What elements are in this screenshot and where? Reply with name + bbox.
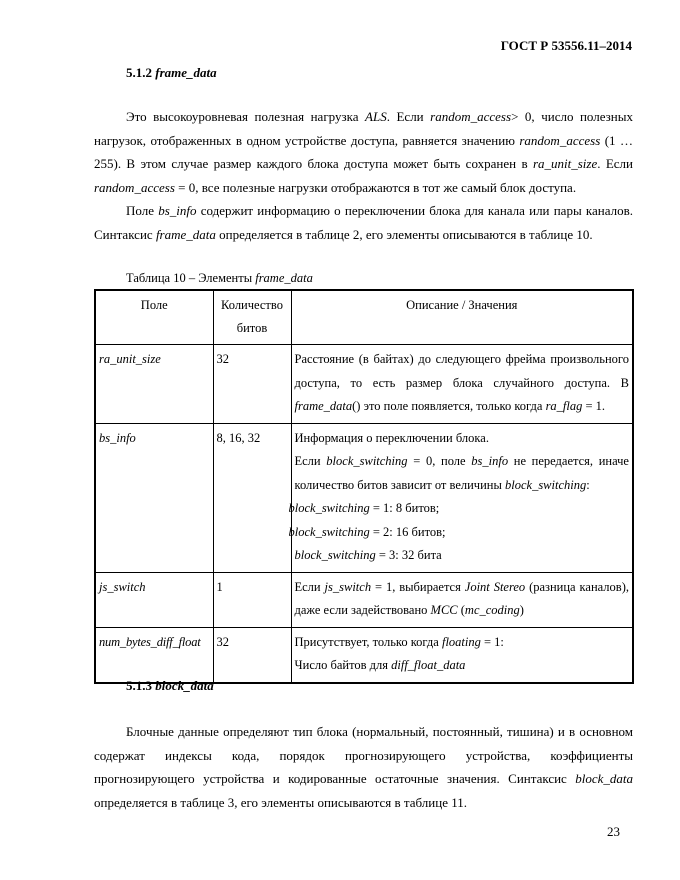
header-bits: Количество битов bbox=[213, 290, 291, 345]
section-heading-5-1-3 bbox=[126, 678, 214, 694]
field-name: ra_unit_size bbox=[99, 352, 161, 366]
paragraph-3: Блочные данные определяют тип блока (нормальный, постоянный, тишина) и в основном содержат индексы кода, порядок прогнозирующего устройства, коэффициенты прогнозирующего устройства и кодированные остаточные значения. Синтаксис block_data определяется в таблице 3, его элементы описываются в таблице 11. bbox=[94, 724, 633, 810]
section-number: 5.1.2 bbox=[126, 65, 152, 80]
table-header-row bbox=[95, 290, 633, 345]
table-row bbox=[95, 572, 633, 627]
bit-count: 32 bbox=[213, 627, 291, 683]
standard-header: ГОСТ Р 53556.11–2014 bbox=[500, 38, 632, 53]
frame-data-table bbox=[94, 289, 634, 684]
field-name: js_switch bbox=[99, 579, 146, 594]
page-number: 23 bbox=[607, 824, 620, 839]
bit-count: 8, 16, 32 bbox=[213, 423, 291, 572]
field-description: Если js_switch = 1, выбирается Joint Stereo (разница каналов), даже если задействовано MCC (mc_coding) bbox=[291, 572, 633, 627]
section-title: frame_data bbox=[155, 65, 217, 80]
bit-count: 32 bbox=[213, 345, 291, 424]
bit-count: 1 bbox=[213, 572, 291, 627]
header-description: Описание / Значения bbox=[291, 290, 633, 345]
table-row bbox=[95, 345, 633, 424]
table-caption: Таблица 10 – Элементы frame_data bbox=[126, 271, 313, 285]
field-description: Расстояние (в байтах) до следующего фрейма произвольного доступа, то есть размер блока случайного доступа. В frame_data() это поле появляется, только когда ra_flag = 1. bbox=[291, 345, 633, 424]
field-name: bs_info bbox=[99, 430, 136, 445]
header-field: Поле bbox=[95, 290, 213, 345]
section-number: 5.1.3 bbox=[126, 678, 152, 693]
paragraph-1: Это высокоуровневая полезная нагрузка ALS. Если random_access> 0, число полезных нагрузок, отображенных в одном устройстве доступа, равняется значению random_access (1 … 255). В этом случае размер каждого блока доступа может быть сохранен в ra_unit_size. Если random_access = 0, все полезные нагрузки отображаются в тот же самый блок доступа. bbox=[94, 109, 633, 195]
section-title: block_data bbox=[155, 678, 214, 693]
table-row bbox=[95, 423, 633, 572]
field-description: Информация о переключении блока. Если block_switching = 0, поле bs_info не передается, иначе количество битов зависит от величины block_switching: block_switching = 1: 8 битов; block_switching = 2: 16 битов; block_switching = 3: 32 бита bbox=[291, 423, 633, 572]
field-description: Присутствует, только когда floating = 1: Число байтов для diff_float_data bbox=[291, 627, 633, 683]
field-name: num_bytes_diff_float bbox=[99, 634, 201, 649]
table-row bbox=[95, 627, 633, 683]
section-heading-5-1-2 bbox=[126, 65, 217, 81]
paragraph-2: Поле bs_info содержит информацию о переключении блока для канала или пары каналов. Синтаксис frame_data определяется в таблице 2, его элементы описываются в таблице 10. bbox=[94, 203, 633, 242]
